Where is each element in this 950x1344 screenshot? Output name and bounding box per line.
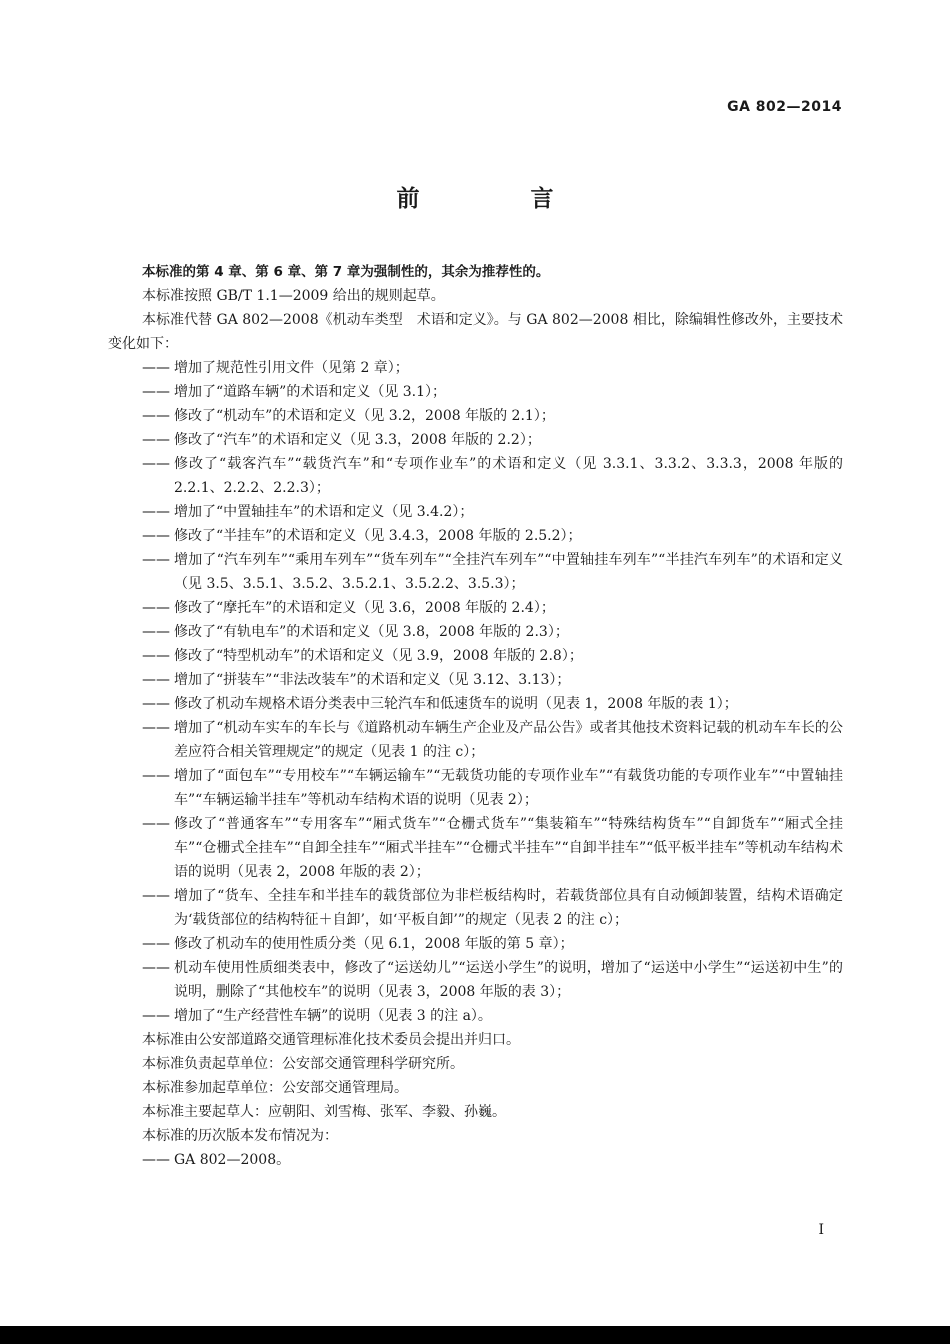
change-item [142, 716, 843, 764]
change-item [142, 380, 843, 404]
mandatory-statement: 本标准的第 4 章、第 6 章、第 7 章为强制性的，其余为推荐性的。 [142, 264, 550, 280]
change-item [142, 1004, 843, 1028]
change-item [142, 452, 843, 500]
list-item-text: 增加了“货车、全挂车和半挂车的载货部位为非栏板结构时，若载货部位具有自动倾卸装置，结构术语确定为‘载货部位的结构特征＋自卸’，如‘平板自卸’”的规定（见表 2 的注 c）； [174, 888, 843, 928]
list-dash: —— [142, 960, 170, 976]
closing-paragraphs [108, 1028, 843, 1148]
change-item [142, 428, 843, 452]
list-item-text: 修改了“有轨电车”的术语和定义（见 3.8，2008 年版的 2.3）； [174, 624, 569, 640]
list-item-text: 增加了“汽车列车”“乘用车列车”“货车列车”“全挂汽车列车”“中置轴挂车列车”“半挂汽车列车”的术语和定义（见 3.5、3.5.1、3.5.2、3.5.2.1、3.5.2.2、3.5.3）； [174, 552, 843, 592]
list-dash: —— [142, 936, 170, 952]
list-dash: —— [142, 624, 170, 640]
list-dash: —— [142, 360, 170, 376]
closing-paragraph: 本标准负责起草单位：公安部交通管理科学研究所。 [142, 1056, 464, 1072]
drafting-rule-statement: 本标准按照 GB/T 1.1—2009 给出的规则起草。 [142, 288, 445, 304]
list-item-text: 修改了“机动车”的术语和定义（见 3.2，2008 年版的 2.1）； [174, 408, 555, 424]
change-item [142, 668, 843, 692]
list-item-text: 增加了“中置轴挂车”的术语和定义（见 3.4.2）； [174, 504, 474, 520]
list-item-text: 修改了机动车规格术语分类表中三轮汽车和低速货车的说明（见表 1，2008 年版的表 1）； [174, 696, 738, 712]
list-item-text: 增加了“拼装车”“非法改装车”的术语和定义（见 3.12、3.13）； [174, 672, 571, 688]
list-item-text: 修改了“特型机动车”的术语和定义（见 3.9，2008 年版的 2.8）； [174, 648, 583, 664]
page-number: I [818, 1222, 824, 1238]
change-item [142, 932, 843, 956]
list-dash: —— [142, 384, 170, 400]
closing-paragraph: 本标准的历次版本发布情况为： [142, 1128, 338, 1144]
list-item-text: 修改了“摩托车”的术语和定义（见 3.6，2008 年版的 2.4）； [174, 600, 555, 616]
list-item-text: 增加了“机动车实车的车长与《道路机动车辆生产企业及产品公告》或者其他技术资料记载的机动车车长的公差应符合相关管理规定”的规定（见表 1 的注 c）； [174, 720, 843, 760]
list-item-text: 增加了“生产经营性车辆”的说明（见表 3 的注 a）。 [174, 1008, 492, 1024]
change-item [142, 764, 843, 812]
list-dash: —— [142, 456, 170, 472]
change-item [142, 548, 843, 596]
history-item [142, 1148, 843, 1172]
changes-list [108, 356, 843, 1028]
list-item-text: 修改了机动车的使用性质分类（见 6.1，2008 年版的第 5 章）； [174, 936, 574, 952]
list-dash: —— [142, 1008, 170, 1024]
list-dash: —— [142, 816, 170, 832]
list-dash: —— [142, 432, 170, 448]
change-item [142, 524, 843, 548]
change-item [142, 644, 843, 668]
list-dash: —— [142, 648, 170, 664]
change-item [142, 692, 843, 716]
list-dash: —— [142, 696, 170, 712]
standard-code: GA 802—2014 [727, 99, 842, 115]
closing-paragraph: 本标准参加起草单位：公安部交通管理局。 [142, 1080, 408, 1096]
list-dash: —— [142, 552, 170, 568]
change-item [142, 956, 843, 1004]
change-item [142, 356, 843, 380]
change-item [142, 884, 843, 932]
change-item [142, 500, 843, 524]
bottom-rule [0, 1326, 950, 1344]
replacement-statement: 本标准代替 GA 802—2008《机动车类型 术语和定义》。与 GA 802—2008 相比，除编辑性修改外，主要技术变化如下： [108, 312, 843, 352]
list-dash: —— [142, 528, 170, 544]
history-list [108, 1148, 843, 1172]
list-dash: —— [142, 720, 170, 736]
list-item-text: 机动车使用性质细类表中，修改了“运送幼儿”“运送小学生”的说明，增加了“运送中小学生”“运送初中生”的说明，删除了“其他校车”的说明（见表 3，2008 年版的表 3）； [174, 960, 843, 1000]
change-item [142, 812, 843, 884]
closing-paragraph: 本标准由公安部道路交通管理标准化技术委员会提出并归口。 [142, 1032, 520, 1048]
list-dash: —— [142, 1152, 170, 1168]
list-dash: —— [142, 600, 170, 616]
list-dash: —— [142, 888, 170, 904]
page-title: 前 言 [396, 186, 598, 212]
list-item-text: 增加了“道路车辆”的术语和定义（见 3.1）； [174, 384, 447, 400]
change-item [142, 620, 843, 644]
list-dash: —— [142, 504, 170, 520]
list-dash: —— [142, 672, 170, 688]
list-item-text: 增加了“面包车”“专用校车”“车辆运输车”“无载货功能的专项作业车”“有载货功能的专项作业车”“中置轴挂车”“车辆运输半挂车”等机动车结构术语的说明（见表 2）； [174, 768, 843, 808]
list-item-text: 修改了“载客汽车”“载货汽车”和“专项作业车”的术语和定义（见 3.3.1、3.3.2、3.3.3，2008 年版的 2.2.1、2.2.2、2.2.3）； [174, 456, 843, 496]
list-dash: —— [142, 768, 170, 784]
closing-paragraph: 本标准主要起草人：应朝阳、刘雪梅、张军、李毅、孙巍。 [142, 1104, 506, 1120]
list-dash: —— [142, 408, 170, 424]
list-item-text: 修改了“汽车”的术语和定义（见 3.3，2008 年版的 2.2）； [174, 432, 541, 448]
list-item-text: 修改了“普通客车”“专用客车”“厢式货车”“仓栅式货车”“集装箱车”“特殊结构货车”“自卸货车”“厢式全挂车”“仓栅式全挂车”“自卸全挂车”“厢式半挂车”“仓栅式半挂车”“自卸半挂车”“低平板半挂车”等机动车结构术语的说明（见表 2，2008 年版的表 2）； [174, 816, 843, 880]
list-item-text: GA 802—2008。 [174, 1152, 291, 1168]
list-item-text: 修改了“半挂车”的术语和定义（见 3.4.3，2008 年版的 2.5.2）； [174, 528, 582, 544]
list-item-text: 增加了规范性引用文件（见第 2 章）； [174, 360, 409, 376]
foreword-body [108, 260, 843, 1172]
change-item [142, 404, 843, 428]
change-item [142, 596, 843, 620]
